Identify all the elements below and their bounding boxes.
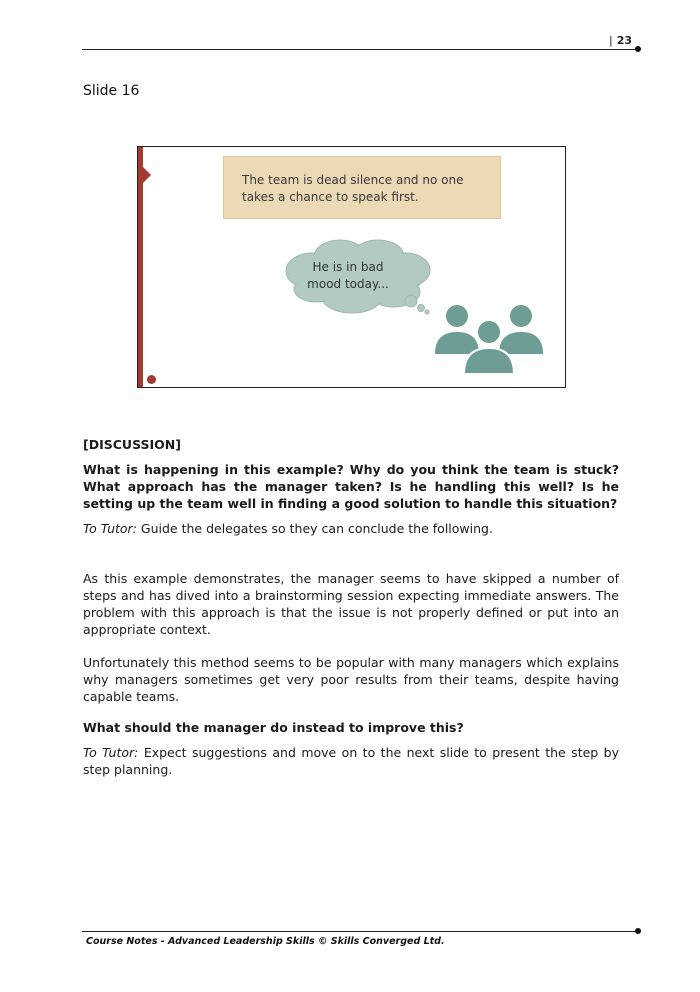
callout-line-2: takes a chance to speak first. — [242, 190, 419, 204]
tutor-text-1: Guide the delegates so they can conclude the following. — [136, 521, 493, 536]
footer-text: Course Notes - Advanced Leadership Skills © Skills Converged Ltd. — [86, 936, 445, 947]
paragraph-1: As this example demonstrates, the manager seems to have skipped a number of steps and has dived into a brainstorming session expecting immediate answers. The problem with this approach is that the issue is not properly defined or put into an appropriate context. — [83, 571, 619, 637]
tutor-text-2: Expect suggestions and move on to the next slide to present the step by step planning. — [83, 745, 619, 777]
discussion-heading: [DISCUSSION] — [83, 437, 181, 452]
slide-image — [137, 146, 566, 388]
tutor-label-1: To Tutor: — [83, 521, 137, 536]
page-number-value: 23 — [616, 34, 632, 47]
callout-line-1: The team is dead silence and no one — [242, 173, 464, 187]
slide-label: Slide 16 — [83, 83, 140, 99]
team-people-icon — [433, 302, 545, 374]
tutor-label-2: To Tutor: — [83, 745, 139, 760]
slide-accent-dot — [147, 375, 156, 384]
discussion-questions: What is happening in this example? Why do you think the team is stuck? What approach has the manager taken? Is he handling this well? Is he setting up the team well in finding a good solution to handle this situation? — [83, 462, 619, 511]
footer-rule-dot — [635, 928, 641, 934]
thought-line-1: He is in bad — [312, 260, 384, 274]
footer-rule — [82, 931, 638, 932]
tutor-note-1 — [83, 520, 619, 537]
header-rule — [82, 49, 638, 50]
tutor-note-2 — [83, 744, 619, 778]
page-number — [609, 34, 632, 47]
slide-accent-triangle — [143, 167, 151, 183]
paragraph-2: Unfortunately this method seems to be popular with many managers which explains why managers sometimes get very poor results from their teams, despite having capable teams. — [83, 655, 619, 704]
thought-cloud-text — [288, 259, 408, 293]
slide-callout-box — [223, 156, 501, 219]
page-number-separator: | — [608, 34, 613, 47]
manager-question: What should the manager do instead to improve this? — [83, 720, 464, 735]
thought-line-2: mood today... — [307, 277, 389, 291]
header-rule-dot — [635, 46, 641, 52]
slide-accent-bar — [138, 147, 143, 387]
